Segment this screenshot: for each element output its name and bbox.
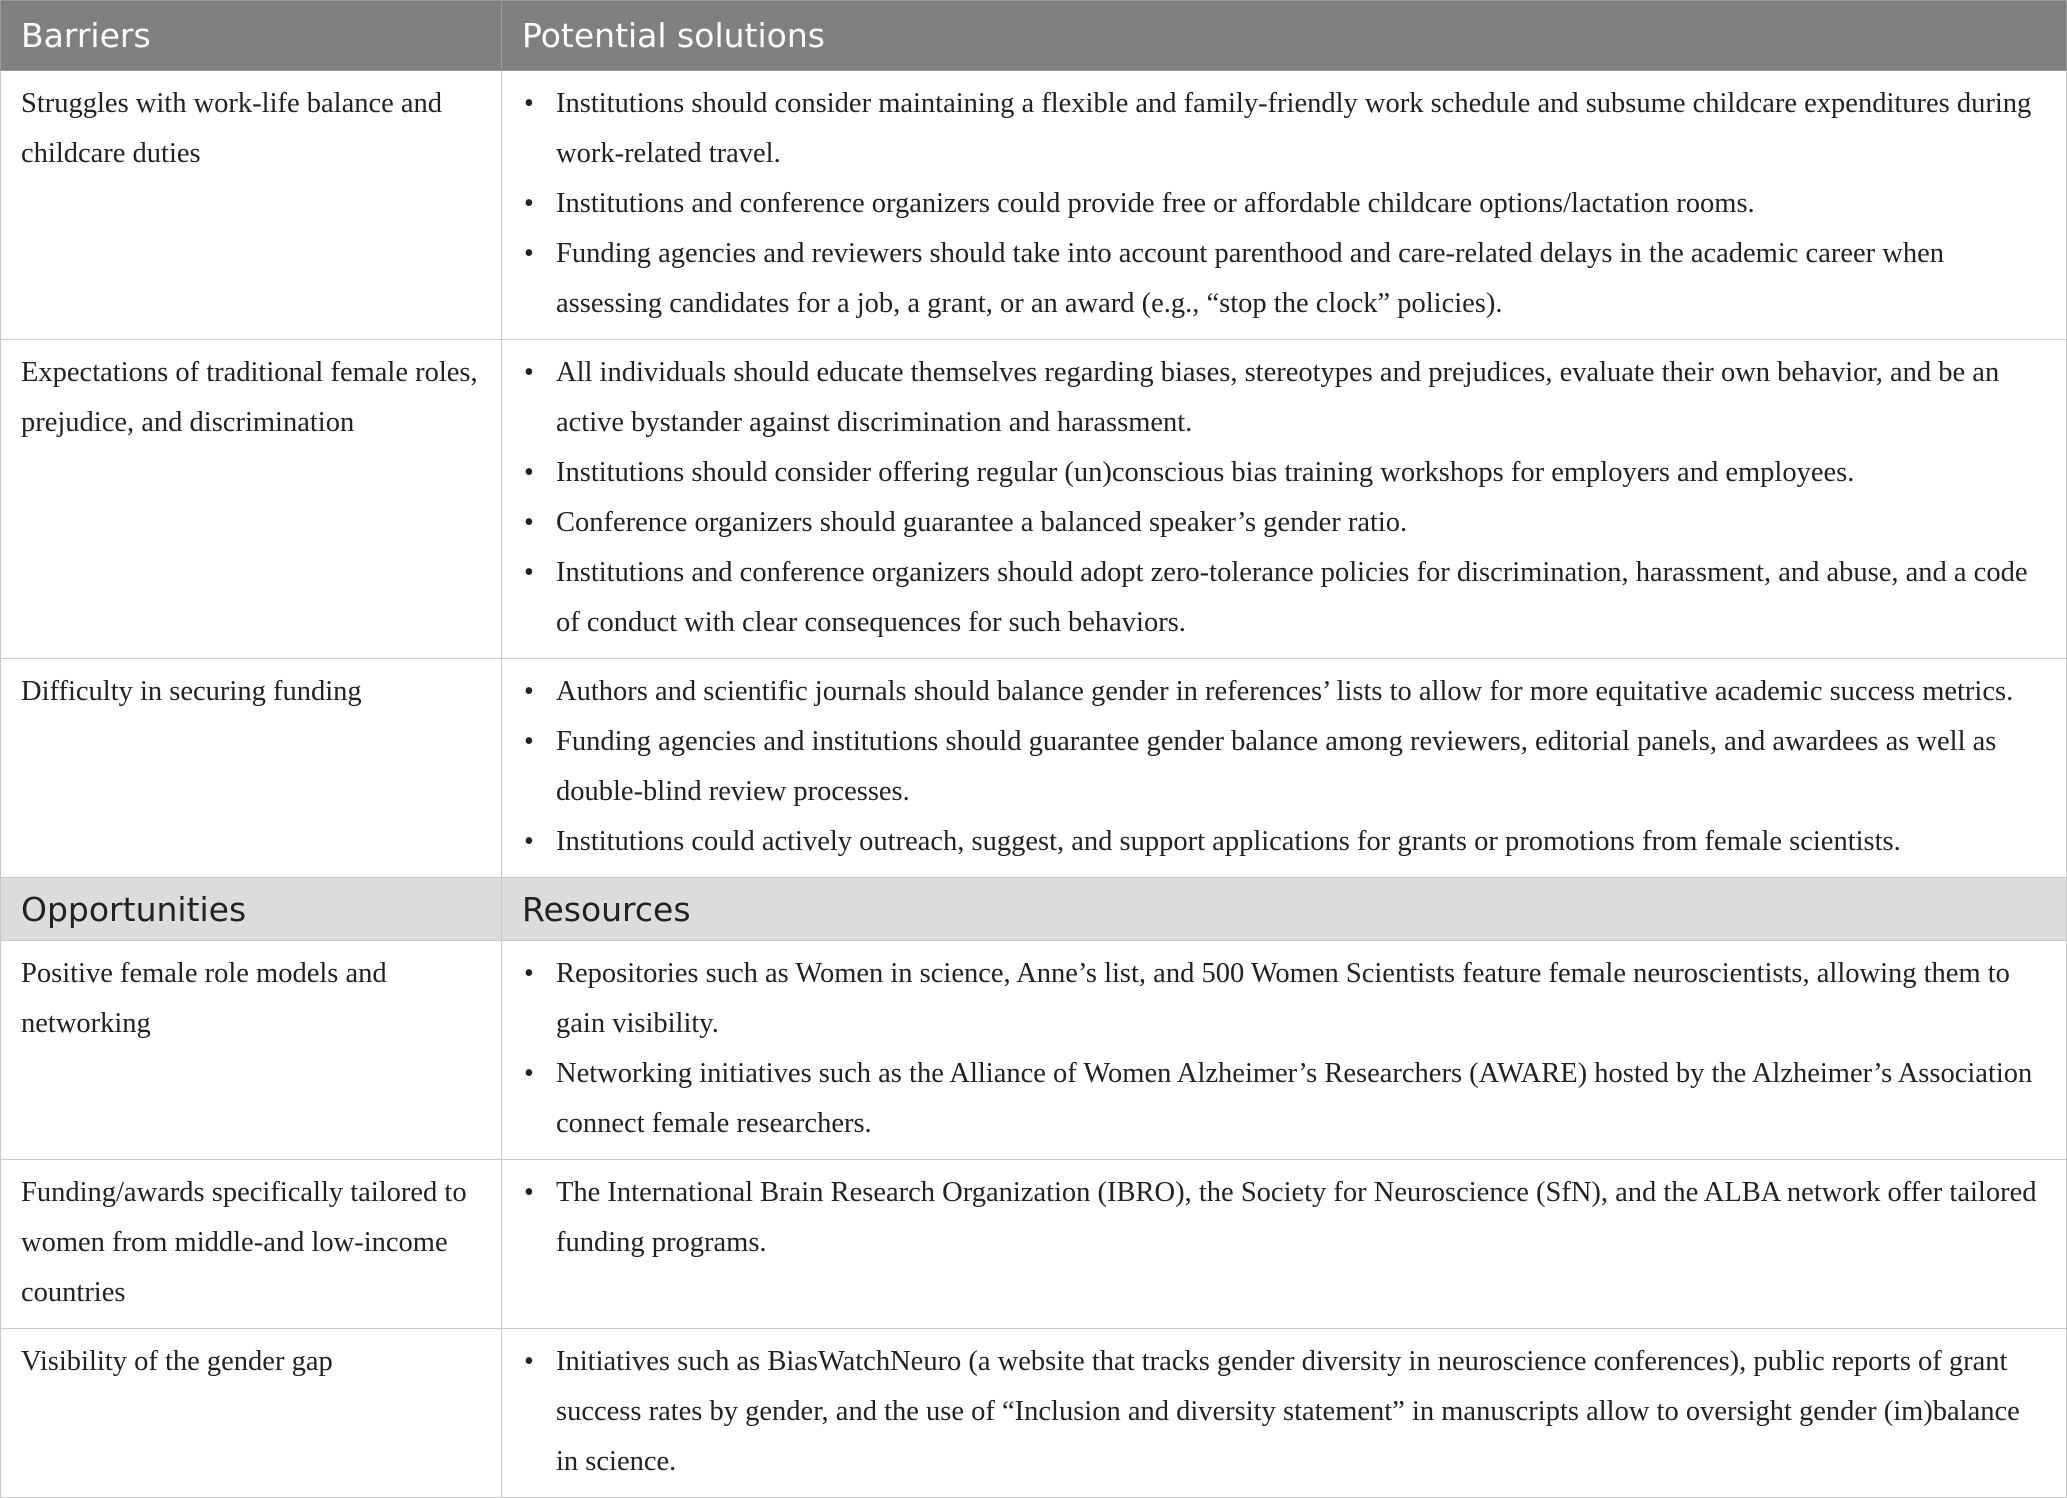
resources-cell <box>502 1160 2067 1329</box>
list-item <box>522 548 2046 648</box>
list-item-text: Authors and scientific journals should balance gender in references’ lists to allow for more equitative academic success metrics. <box>556 676 2014 707</box>
bullet-icon: • <box>524 958 534 989</box>
solutions-cell <box>502 71 2067 340</box>
list-item <box>522 79 2046 179</box>
list-item-text: Institutions and conference organizers could provide free or affordable childcare options/lactation rooms. <box>556 188 1755 219</box>
list-item <box>522 448 2046 498</box>
header-opportunities: Opportunities <box>1 878 502 941</box>
list-item-text: Initiatives such as BiasWatchNeuro (a website that tracks gender diversity in neuroscience conferences), public reports of grant success rates by gender, and the use of “Inclusion and diversity statement” in manuscripts allow to oversight gender (im)balance in science. <box>556 1346 2020 1477</box>
table-row <box>1 340 2067 659</box>
list-item <box>522 229 2046 329</box>
resources-cell <box>502 941 2067 1160</box>
bullet-icon: • <box>524 357 534 388</box>
opportunity-label: Funding/awards specifically tailored to women from middle-and low-income countries <box>1 1160 502 1329</box>
list-item-text: Networking initiatives such as the Alliance of Women Alzheimer’s Researchers (AWARE) hosted by the Alzheimer’s Association connect female researchers. <box>556 1058 2033 1139</box>
barrier-label: Difficulty in securing funding <box>1 659 502 878</box>
list-item <box>522 498 2046 548</box>
bullet-icon: • <box>524 188 534 219</box>
opportunity-label: Visibility of the gender gap <box>1 1329 502 1498</box>
table-row <box>1 1329 2067 1498</box>
bullet-icon: • <box>524 1346 534 1377</box>
list-item-text: Institutions should consider offering regular (un)conscious bias training workshops for employers and employees. <box>556 457 1855 488</box>
resources-list <box>522 1337 2046 1487</box>
list-item <box>522 179 2046 229</box>
table-header-row <box>1 1 2067 71</box>
header-potential-solutions: Potential solutions <box>502 1 2067 71</box>
header-barriers: Barriers <box>1 1 502 71</box>
list-item-text: Funding agencies and reviewers should take into account parenthood and care-related delays in the academic career when assessing candidates for a job, a grant, or an award (e.g., “stop the clock” policies). <box>556 238 1944 319</box>
list-item <box>522 1337 2046 1487</box>
list-item <box>522 949 2046 1049</box>
list-item <box>522 348 2046 448</box>
bullet-icon: • <box>524 238 534 269</box>
solutions-list <box>522 667 2046 867</box>
list-item <box>522 667 2046 717</box>
section-header-row <box>1 878 2067 941</box>
solutions-list <box>522 79 2046 329</box>
list-item-text: Conference organizers should guarantee a balanced speaker’s gender ratio. <box>556 507 1408 538</box>
list-item-text: The International Brain Research Organization (IBRO), the Society for Neuroscience (SfN), and the ALBA network offer tailored funding programs. <box>556 1177 2037 1258</box>
list-item <box>522 817 2046 867</box>
list-item <box>522 717 2046 817</box>
solutions-cell <box>502 340 2067 659</box>
list-item <box>522 1049 2046 1149</box>
list-item-text: All individuals should educate themselves regarding biases, stereotypes and prejudices, evaluate their own behavior, and be an active bystander against discrimination and harassment. <box>556 357 2000 438</box>
solutions-list <box>522 348 2046 648</box>
bullet-icon: • <box>524 1058 534 1089</box>
list-item <box>522 1168 2046 1268</box>
barrier-label: Struggles with work-life balance and childcare duties <box>1 71 502 340</box>
table-row <box>1 941 2067 1160</box>
table-row <box>1 71 2067 340</box>
table-row <box>1 1160 2067 1329</box>
list-item-text: Institutions and conference organizers should adopt zero-tolerance policies for discrimination, harassment, and abuse, and a code of conduct with clear consequences for such behaviors. <box>556 557 2028 638</box>
list-item-text: Institutions could actively outreach, suggest, and support applications for grants or promotions from female scientists. <box>556 826 1901 857</box>
resources-list <box>522 1168 2046 1268</box>
bullet-icon: • <box>524 826 534 857</box>
header-resources: Resources <box>502 878 2067 941</box>
table-row <box>1 659 2067 878</box>
bullet-icon: • <box>524 88 534 119</box>
opportunity-label: Positive female role models and networking <box>1 941 502 1160</box>
bullet-icon: • <box>524 726 534 757</box>
resources-cell <box>502 1329 2067 1498</box>
list-item-text: Institutions should consider maintaining a flexible and family-friendly work schedule and subsume childcare expenditures during work-related travel. <box>556 88 2032 169</box>
barrier-label: Expectations of traditional female roles, prejudice, and discrimination <box>1 340 502 659</box>
list-item-text: Funding agencies and institutions should guarantee gender balance among reviewers, editorial panels, and awardees as well as double-blind review processes. <box>556 726 1997 807</box>
solutions-cell <box>502 659 2067 878</box>
bullet-icon: • <box>524 457 534 488</box>
resources-list <box>522 949 2046 1149</box>
bullet-icon: • <box>524 507 534 538</box>
list-item-text: Repositories such as Women in science, Anne’s list, and 500 Women Scientists feature female neuroscientists, allowing them to gain visibility. <box>556 958 2010 1039</box>
bullet-icon: • <box>524 676 534 707</box>
bullet-icon: • <box>524 1177 534 1208</box>
bullet-icon: • <box>524 557 534 588</box>
